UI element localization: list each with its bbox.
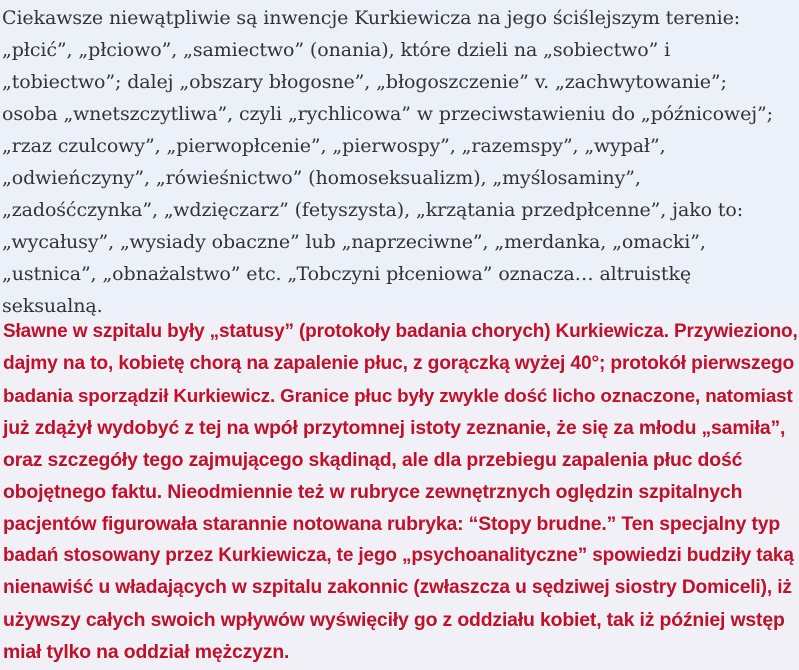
quote-line: „płcić”, „płciowo”, „samiectwo” (onania), które dzieli na „sobiectwo” i (2, 39, 671, 61)
body-line: Sławne w szpitalu były „statusy” (protokoły badania chorych) Kurkiewicza. Przywieziono, (3, 321, 798, 342)
body-line: już zdążył wydobyć z tej na wpół przytomnej istoty zeznanie, że się za młodu „samiła”, (3, 417, 786, 439)
quote-line: „odwieńczyny”, „rówieśnictwo” (homoseksualizm), „myślosaminy”, (2, 167, 641, 189)
body-paragraph (3, 316, 798, 668)
body-line: badań stosowany przez Kurkiewicza, te jego „psychoanalityczne” spowiedzi budziły taką (3, 545, 794, 566)
quote-line: Ciekawsze niewątpliwie są inwencje Kurkiewicza na jego ściślejszym terenie: (2, 7, 741, 29)
body-line: dajmy na to, kobietę chorą na zapalenie płuc, z gorączką wyżej 40°; protokół pierwszego (3, 353, 795, 374)
quote-line: „tobiectwo”; dalej „obszary błogosne”, „błogoszczenie” v. „zachwytowanie”; (2, 71, 727, 93)
quote-line: „wycałusy”, „wysiady obaczne” lub „naprzeciwne”, „merdanka, „omacki”, (2, 231, 706, 253)
body-line: używszy całych swoich wpływów wyświęciły go z oddziału kobiet, tak iż później wstęp (3, 609, 785, 631)
body-line: pacjentów figurowała starannie notowana rubryka: “Stopy brudne.” Ten specjalny typ (3, 513, 781, 535)
quote-line: seksualną. (2, 295, 103, 317)
body-line: nienawiść u władających w szpitalu zakonnic (zwłaszcza u sędziwej siostry Domiceli), iż (3, 577, 792, 598)
body-line: badania sporządził Kurkiewicz. Granice płuc były zwykle dość licho oznaczone, natomiast (3, 385, 793, 406)
body-line: miał tylko na oddział mężczyzn. (3, 641, 290, 663)
quote-block (0, 0, 799, 318)
quote-paragraph (2, 2, 797, 322)
quote-line: „ustnica”, „obnażalstwo” etc. „Tobczyni płceniowa” oznacza… altruistkę (2, 263, 692, 285)
quote-line: osoba „wnetszczytliwa”, czyli „rychlicowa” w przeciwstawieniu do „późnicowej”; (2, 103, 773, 125)
body-line: oraz szczegóły tego zajmującego skądinąd, ale dla przebiegu zapalenia płuc dość (3, 449, 743, 471)
body-line: obojętnego faktu. Nieodmiennie też w rubryce zewnętrznych oględzin szpitalnych (3, 481, 743, 503)
quote-line: „zadośćczynka”, „wdzięczarz” (fetyszysta), „krzątania przedpłcenne”, jako to: (2, 199, 744, 221)
quote-line: „rzaz czulcowy”, „pierwopłcenie”, „pierwospy”, „razemspy”, „wypał”, (2, 135, 666, 157)
